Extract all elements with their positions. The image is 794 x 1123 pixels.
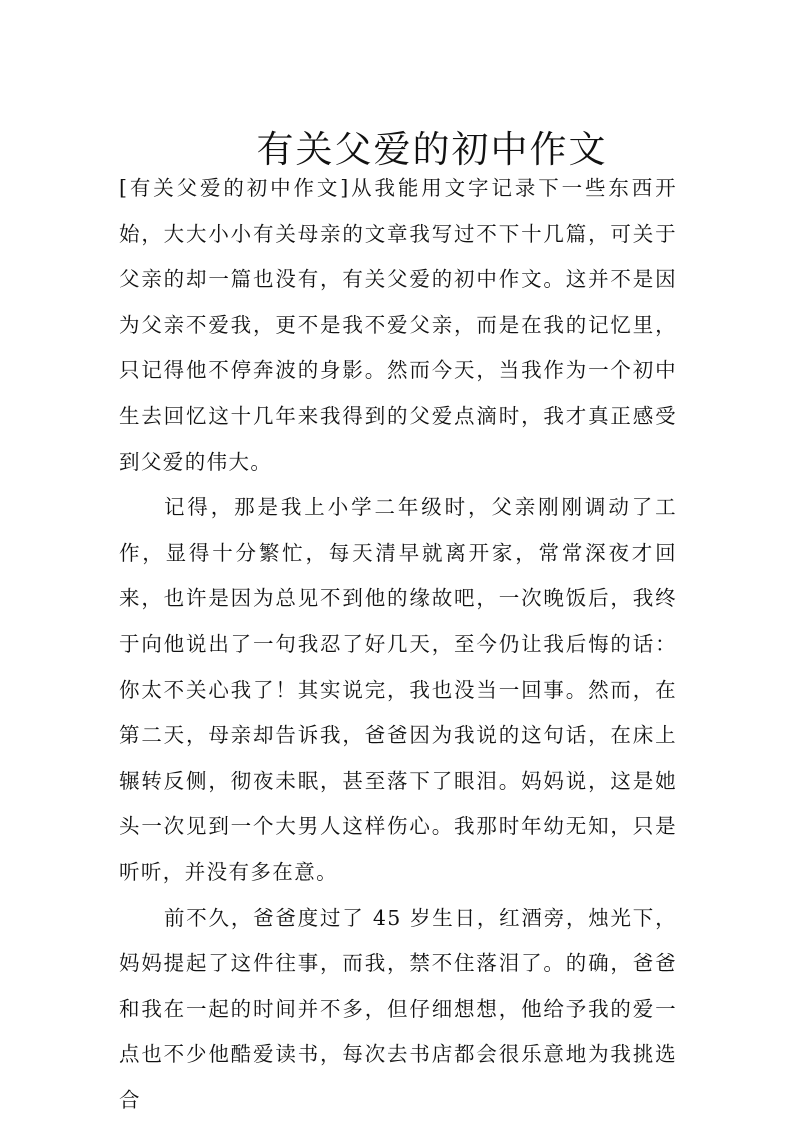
document-body <box>119 166 677 1123</box>
paragraph-intro: [有关父爱的初中作文]从我能用文字记录下一些东西开始，大大小小有关母亲的文章我写过不下十几篇，可关于父亲的却一篇也没有，有关父爱的初中作文。这并不是因为父亲不爱我，更不是我不爱父亲，而是在我的记忆里，只记得他不停奔波的身影。然而今天，当我作为一个初中生去回忆这十几年来我得到的父爱点滴时，我才真正感受到父爱的伟大。 <box>119 176 677 474</box>
document-title: 有关父爱的初中作文 <box>256 127 608 171</box>
paragraph-memory: 记得，那是我上小学二年级时，父亲刚刚调动了工作，显得十分繁忙，每天清早就离开家，常常深夜才回来，也许是因为总见不到他的缘故吧，一次晚饭后，我终于向他说出了一句我忍了好几天，至今仍让我后悔的话：你太不关心我了！其实说完，我也没当一回事。然而，在第二天，母亲却告诉我，爸爸因为我说的这句话，在床上辗转反侧，彻夜未眠，甚至落下了眼泪。妈妈说，这是她头一次见到一个大男人这样伤心。我那时年幼无知，只是听听，并没有多在意。 <box>119 495 677 884</box>
paragraph-birthday: 前不久，爸爸度过了 45 岁生日，红酒旁，烛光下，妈妈提起了这件往事，而我，禁不住落泪了。的确，爸爸和我在一起的时间并不多，但仔细想想，他给予我的爱一点也不少他酷爱读书，每次去书店都会很乐意地为我挑选合 <box>119 905 677 1112</box>
